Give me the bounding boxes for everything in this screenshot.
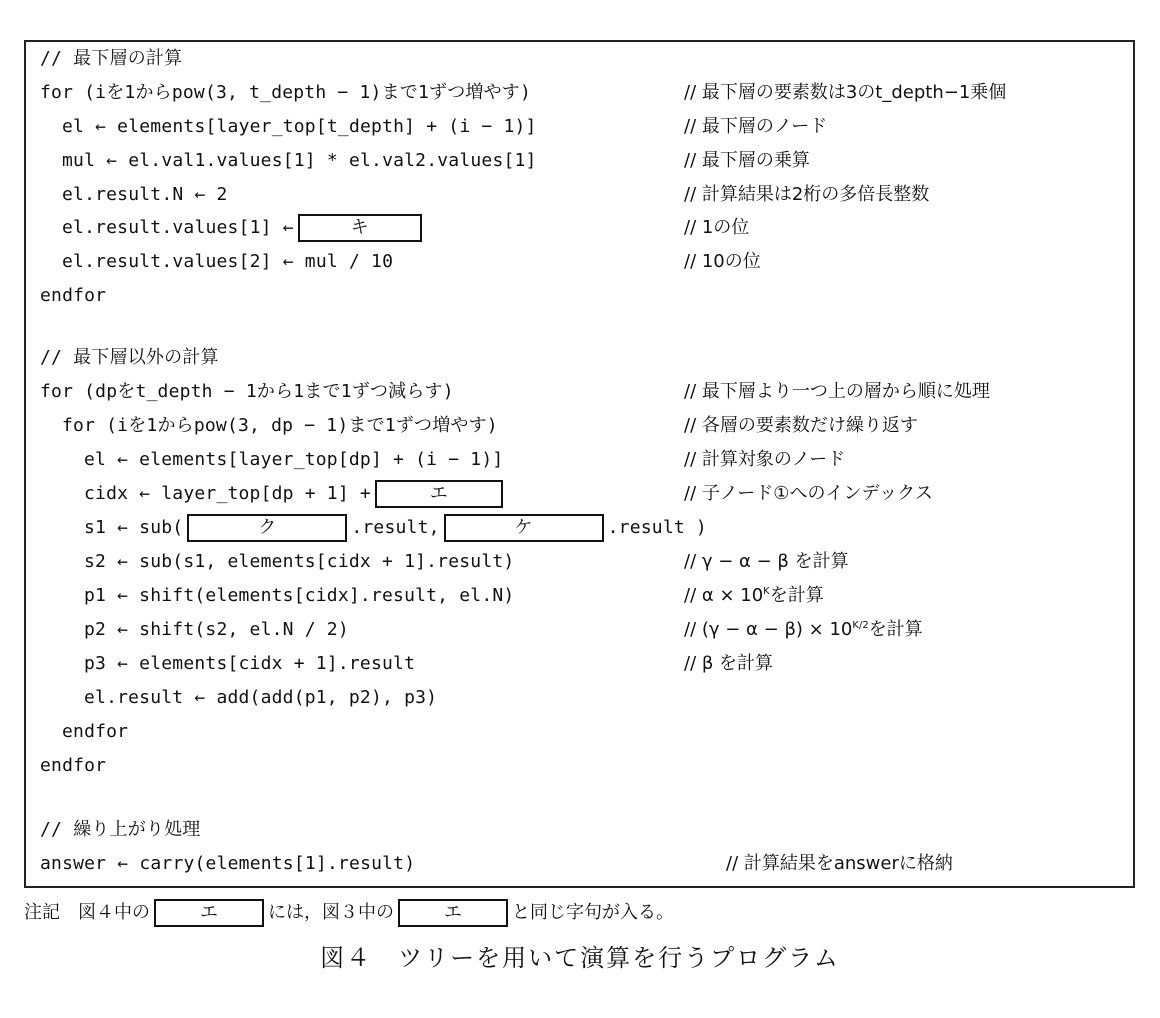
comment-other-layers: // 最下層以外の計算 [40,347,219,368]
code-line: for (iを1からpow(3, dp − 1)まで1ずつ増やす) [62,415,498,436]
code-line: answer ← carry(elements[1].result) [40,853,416,874]
code-line: p1 ← shift(elements[cidx].result, el.N) [84,585,515,606]
code-line: p3 ← elements[cidx + 1].result [84,653,416,674]
code-comment: // 計算結果は2桁の多倍長整数 [684,184,930,205]
blank-ku: ク [187,514,347,542]
blank-ke: ケ [444,514,604,542]
blank-e: エ [375,480,503,508]
code-comment: // β を計算 [684,653,774,674]
code-comment: // 計算対象のノード [684,449,846,470]
code-line: el.result.values[2] ← mul / 10 [62,251,394,272]
code-comment: // 計算結果をanswerに格納 [726,853,953,874]
code-line: endfor [40,285,107,306]
blank-ki: キ [298,214,422,242]
code-line: el.result ← add(add(p1, p2), p3) [84,687,438,708]
note-blank-e-1: エ [154,899,264,927]
code-comment: // 最下層の要素数は3のt_depth−1乗個 [684,82,1007,103]
code-line: for (iを1からpow(3, t_depth − 1)まで1ずつ増やす) [40,82,532,103]
code-comment: // 1の位 [684,217,750,238]
code-comment: // $\alpha \times 10^K$を計算 [684,585,824,606]
code-comment: // 最下層の乗算 [684,150,810,171]
figure-caption: 図４ ツリーを用いて演算を行うプログラム [320,944,840,972]
code-line: endfor [62,721,129,742]
code-comment: // 子ノード①へのインデックス [684,483,933,504]
code-line: mul ← el.val1.values[1] * el.val2.values[1] [62,150,537,171]
code-line: el.result.N ← 2 [62,184,228,205]
code-comment: // $(\gamma - \alpha - \beta) \times 10^{K/2}$を計算 [684,619,923,640]
code-comment: // 最下層より一つ上の層から順に処理 [684,381,990,402]
comment-carry: // 繰り上がり処理 [40,819,201,840]
code-comment: // 各層の要素数だけ繰り返す [684,415,918,436]
code-comment: // 最下層のノード [684,116,828,137]
comment-bottom-layer: // 最下層の計算 [40,48,183,69]
code-line: cidx ← layer_top[dp + 1] + エ [84,478,507,510]
code-line: endfor [40,755,107,776]
code-line: el.result.values[1] ← キ [62,212,426,244]
note: 注記 図４中の エ には，図３中の エ と同じ字句が入る。 [24,896,674,930]
code-line: p2 ← shift(s2, el.N / 2) [84,619,349,640]
code-line: el ← elements[layer_top[dp] + (i − 1)] [84,449,504,470]
code-comment: // γ − α − β を計算 [684,551,849,572]
code-line: for (dpをt_depth − 1から1まで1ずつ減らす) [40,381,454,402]
code-line: el ← elements[layer_top[t_depth] + (i − 1)] [62,116,537,137]
note-blank-e-2: エ [398,899,508,927]
code-line: s1 ← sub( ク .result, ケ .result ) [84,512,707,544]
code-frame [24,40,1135,888]
code-line: s2 ← sub(s1, elements[cidx + 1].result) [84,551,515,572]
code-comment: // 10の位 [684,251,761,272]
